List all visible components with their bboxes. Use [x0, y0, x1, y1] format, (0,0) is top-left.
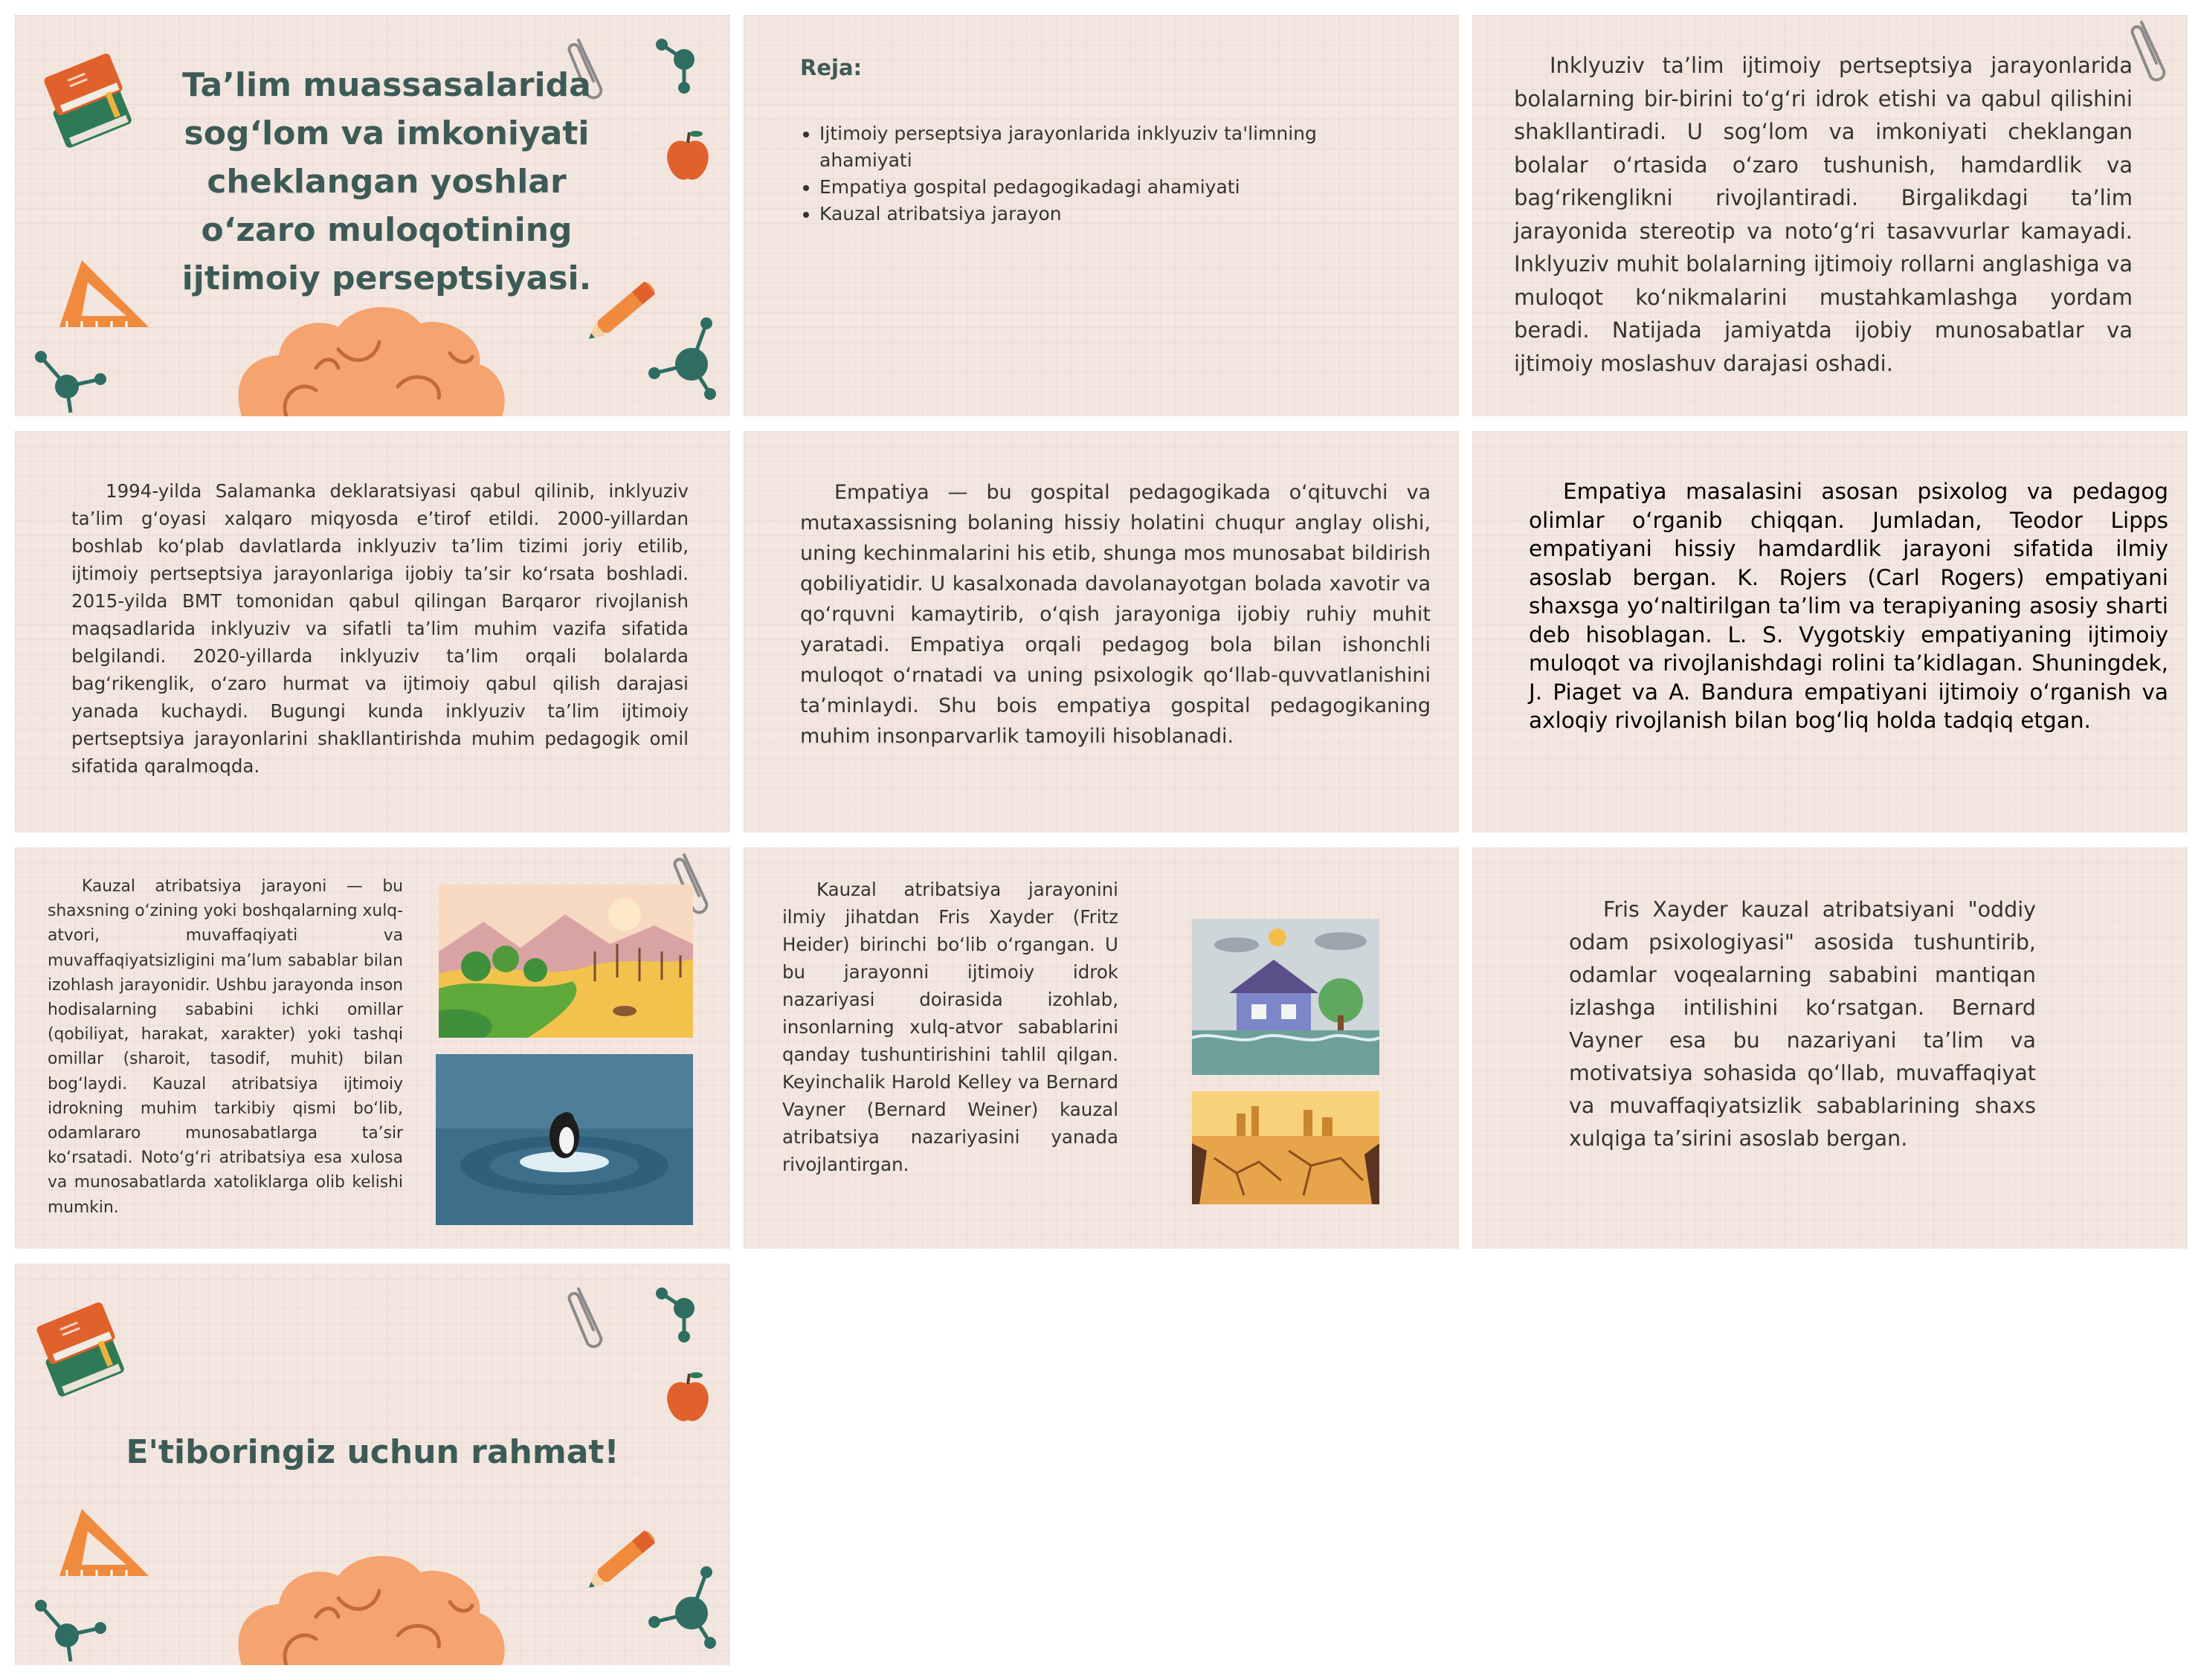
apple-icon	[662, 1368, 714, 1427]
slide-2-plan[interactable]	[744, 15, 1459, 416]
plan-item: • Ijtimoiy perseptsiya jarayonlarida inklyuziv ta'limning ahamiyati	[819, 120, 1370, 174]
slide-9-heider-weiner[interactable]	[1472, 847, 2188, 1249]
slide-body-text: Kauzal atribatsiya jarayoni — bu shaxsning o‘zining yoki boshqalarning xulq-atvori, muvaffaqiyati va muvaffaqiyatsizligini ma’lum sabablar bilan izohlash jarayonidir. Ushbu jarayonda inson hodisalarning sababini ichki omillar (qobiliyat, harakat, xarakter) yoki tashqi omillar (sharoit, tasodif, muhit) bilan bog‘laydi. Kauzal atribatsiya ijtimoiy idrokning muhim tarkibiy qismi bo‘lib, odamlararo munosabatlarga ta’sir ko‘rsatadi. Noto‘g‘ri atribatsiya esa xulosa va munosabatlarda xatoliklarga olib kelishi mumkin.	[48, 877, 403, 1217]
slide-body-text: 1994-yilda Salamanka deklaratsiyasi qabul qilinib, inklyuziv ta’lim g‘oyasi xalqaro miqyosda e’tirof etildi. 2000-yillardan boshlab ko‘plab davlatlarda inklyuziv ta’lim tizimi joriy etilib, ijtimoiy pertseptsiya jarayonlariga ijobiy ta’sir ko‘rsata boshladi. 2015-yilda BMT tomonidan qabul qilingan Barqaror rivojlanish maqsadlarida inklyuziv va sifatli ta’lim muhim vazifa sifatida belgilandi. 2020-yillarda inklyuziv ta’lim orqali bolalarda bag‘rikenglik, o‘zaro hurmat va ijtimoiy qabul qilish darajasi yanada kuchaydi. Bugungi kunda inklyuziv ta’lim ijtimoiy pertseptsiya jarayonlarini shakllantirishda muhim pedagogik omil sifatida qaralmoqda.	[71, 480, 689, 777]
slide-5-empathy[interactable]	[744, 431, 1459, 833]
plan-list	[802, 120, 1370, 227]
slide-7-causal-attribution[interactable]	[15, 847, 730, 1249]
molecule-icon	[651, 1279, 718, 1345]
molecule-icon	[651, 30, 718, 97]
paperclip-icon	[2127, 15, 2179, 82]
ruler-triangle-icon	[52, 253, 156, 335]
slide-body-text: Empatiya masalasini asosan psixolog va pedagog olimlar o‘rganib chiqqan. Jumladan, Teodor Lipps empatiyani hissiy hamdardlik jarayoni sifatida ilmiy asoslab bergan. K. Rojers (Carl Rogers) empatiyani shaxsga yo‘naltirilgan ta’lim va terapiyaning asosiy sharti deb hisoblagan. L. S. Vygotskiy empatiyaning ijtimoiy muloqot va rivojlanishdagi rolini ta’kidlagan. Shuningdek, J. Piaget va A. Bandura empatiyani ijtimoiy o‘rganish va axloqiy rivojlanish bilan bog‘liq holda tadqiq etgan.	[1529, 479, 2168, 733]
plan-heading: Reja:	[800, 55, 863, 80]
book-stack-icon	[30, 1286, 134, 1405]
book-stack-icon	[37, 37, 141, 156]
slide-body-text: Kauzal atribatsiya jarayonini ilmiy jihatdan Fris Xayder (Fritz Heider) birinchi bo‘lib o‘rgangan. U bu jarayonni ijtimoiy idrok nazariyasi doirasida izohlab, insonlarning xulq-atvor sabablarini qanday tushuntirishini tahlil qilgan. Keyinchalik Harold Kelley va Bernard Vayner (Bernard Weiner) kauzal atribatsiya nazariyasini yanada rivojlantirgan.	[782, 879, 1118, 1175]
molecule-icon	[30, 1591, 112, 1665]
slide-title: Ta’lim muassasalarida sog‘lom va imkoniyati cheklangan yoshlar o‘zaro muloqotining ijtimoiy perseptsiyasi.	[181, 66, 592, 297]
brain-icon	[227, 1546, 509, 1665]
apple-icon	[662, 126, 714, 186]
slide-1-title[interactable]	[15, 15, 730, 416]
ruler-triangle-icon	[52, 1502, 156, 1583]
slide-10-thanks[interactable]	[15, 1264, 730, 1665]
brain-icon	[227, 297, 509, 416]
thanks-heading: E'tiboringiz uchun rahmat!	[126, 1433, 619, 1471]
landscape-illustration	[439, 885, 693, 1038]
slide-4-history[interactable]	[15, 431, 730, 833]
plan-item: • Kauzal atribatsiya jarayon	[819, 201, 1370, 227]
paperclip-icon	[564, 1274, 616, 1348]
slide-3-inclusive-perception[interactable]	[1472, 15, 2188, 416]
drought-illustration	[1192, 1091, 1379, 1204]
molecule-icon	[639, 312, 721, 409]
slide-6-empathy-scholars[interactable]	[1472, 431, 2188, 833]
slide-body-text: Empatiya — bu gospital pedagogikada o‘qituvchi va mutaxassisning bolaning hissiy holatini chuqur anglay olishi, uning kechinmalarini his etib, shunga mos munosabat bildirish qobiliyatidir. U kasalxonada davolanayotgan bolada xavotir va qo‘rquvni kamaytirib, o‘qish jarayoniga ijobiy ruhiy muhit yaratadi. Empatiya orqali pedagog bola bilan ishonchli muloqot o‘rnatadi va uning psixologik qo‘llab-quvvatlanishini ta’minlaydi. Shu bois empatiya gospital pedagogikaning muhim insonparvarlik tamoyili hisoblanadi.	[800, 481, 1431, 748]
molecule-icon	[639, 1561, 721, 1658]
slide-body-text: Fris Xayder kauzal atribatsiyani "oddiy odam psixologiyasi" asosida tushuntirib, odamlar voqealarning sababini mantiqan izlashga intilishini ko‘rsatgan. Bernard Vayner esa bu nazariyani ta’lim va motivatsiya sohasida qo‘llab, muvaffaqiyat va muvaffaqiyatsizlik sabablarining shaxs xulqiga ta’sirini asoslab bergan.	[1569, 897, 2036, 1151]
iceberg-penguin-illustration	[436, 1054, 693, 1225]
slide-8-heider[interactable]	[744, 847, 1459, 1249]
molecule-icon	[30, 342, 112, 416]
flooded-house-illustration	[1192, 919, 1379, 1075]
slide-body-text: Inklyuziv ta’lim ijtimoiy pertseptsiya jarayonlarida bolalarning bir-birini to‘g‘ri idrok etishi va qabul qilishini shakllantiradi. U sog‘lom va imkoniyati cheklangan bolalar o‘rtasida o‘zaro tushunish, hamdardlik va bag‘rikenglikni rivojlantiradi. Birgalikdagi ta’lim jarayonida stereotip va noto‘g‘ri tasavvurlar kamayadi. Inklyuziv muhit bolalarning ijtimoiy rollarni anglashiga va muloqot ko‘nikmalarini mustahkamlashga yordam beradi. Natijada jamiyatda ijobiy munosabatlar va ijtimoiy moslashuv darajasi oshadi.	[1514, 53, 2133, 376]
plan-item: • Empatiya gospital pedagogikadagi ahamiyati	[819, 174, 1370, 201]
